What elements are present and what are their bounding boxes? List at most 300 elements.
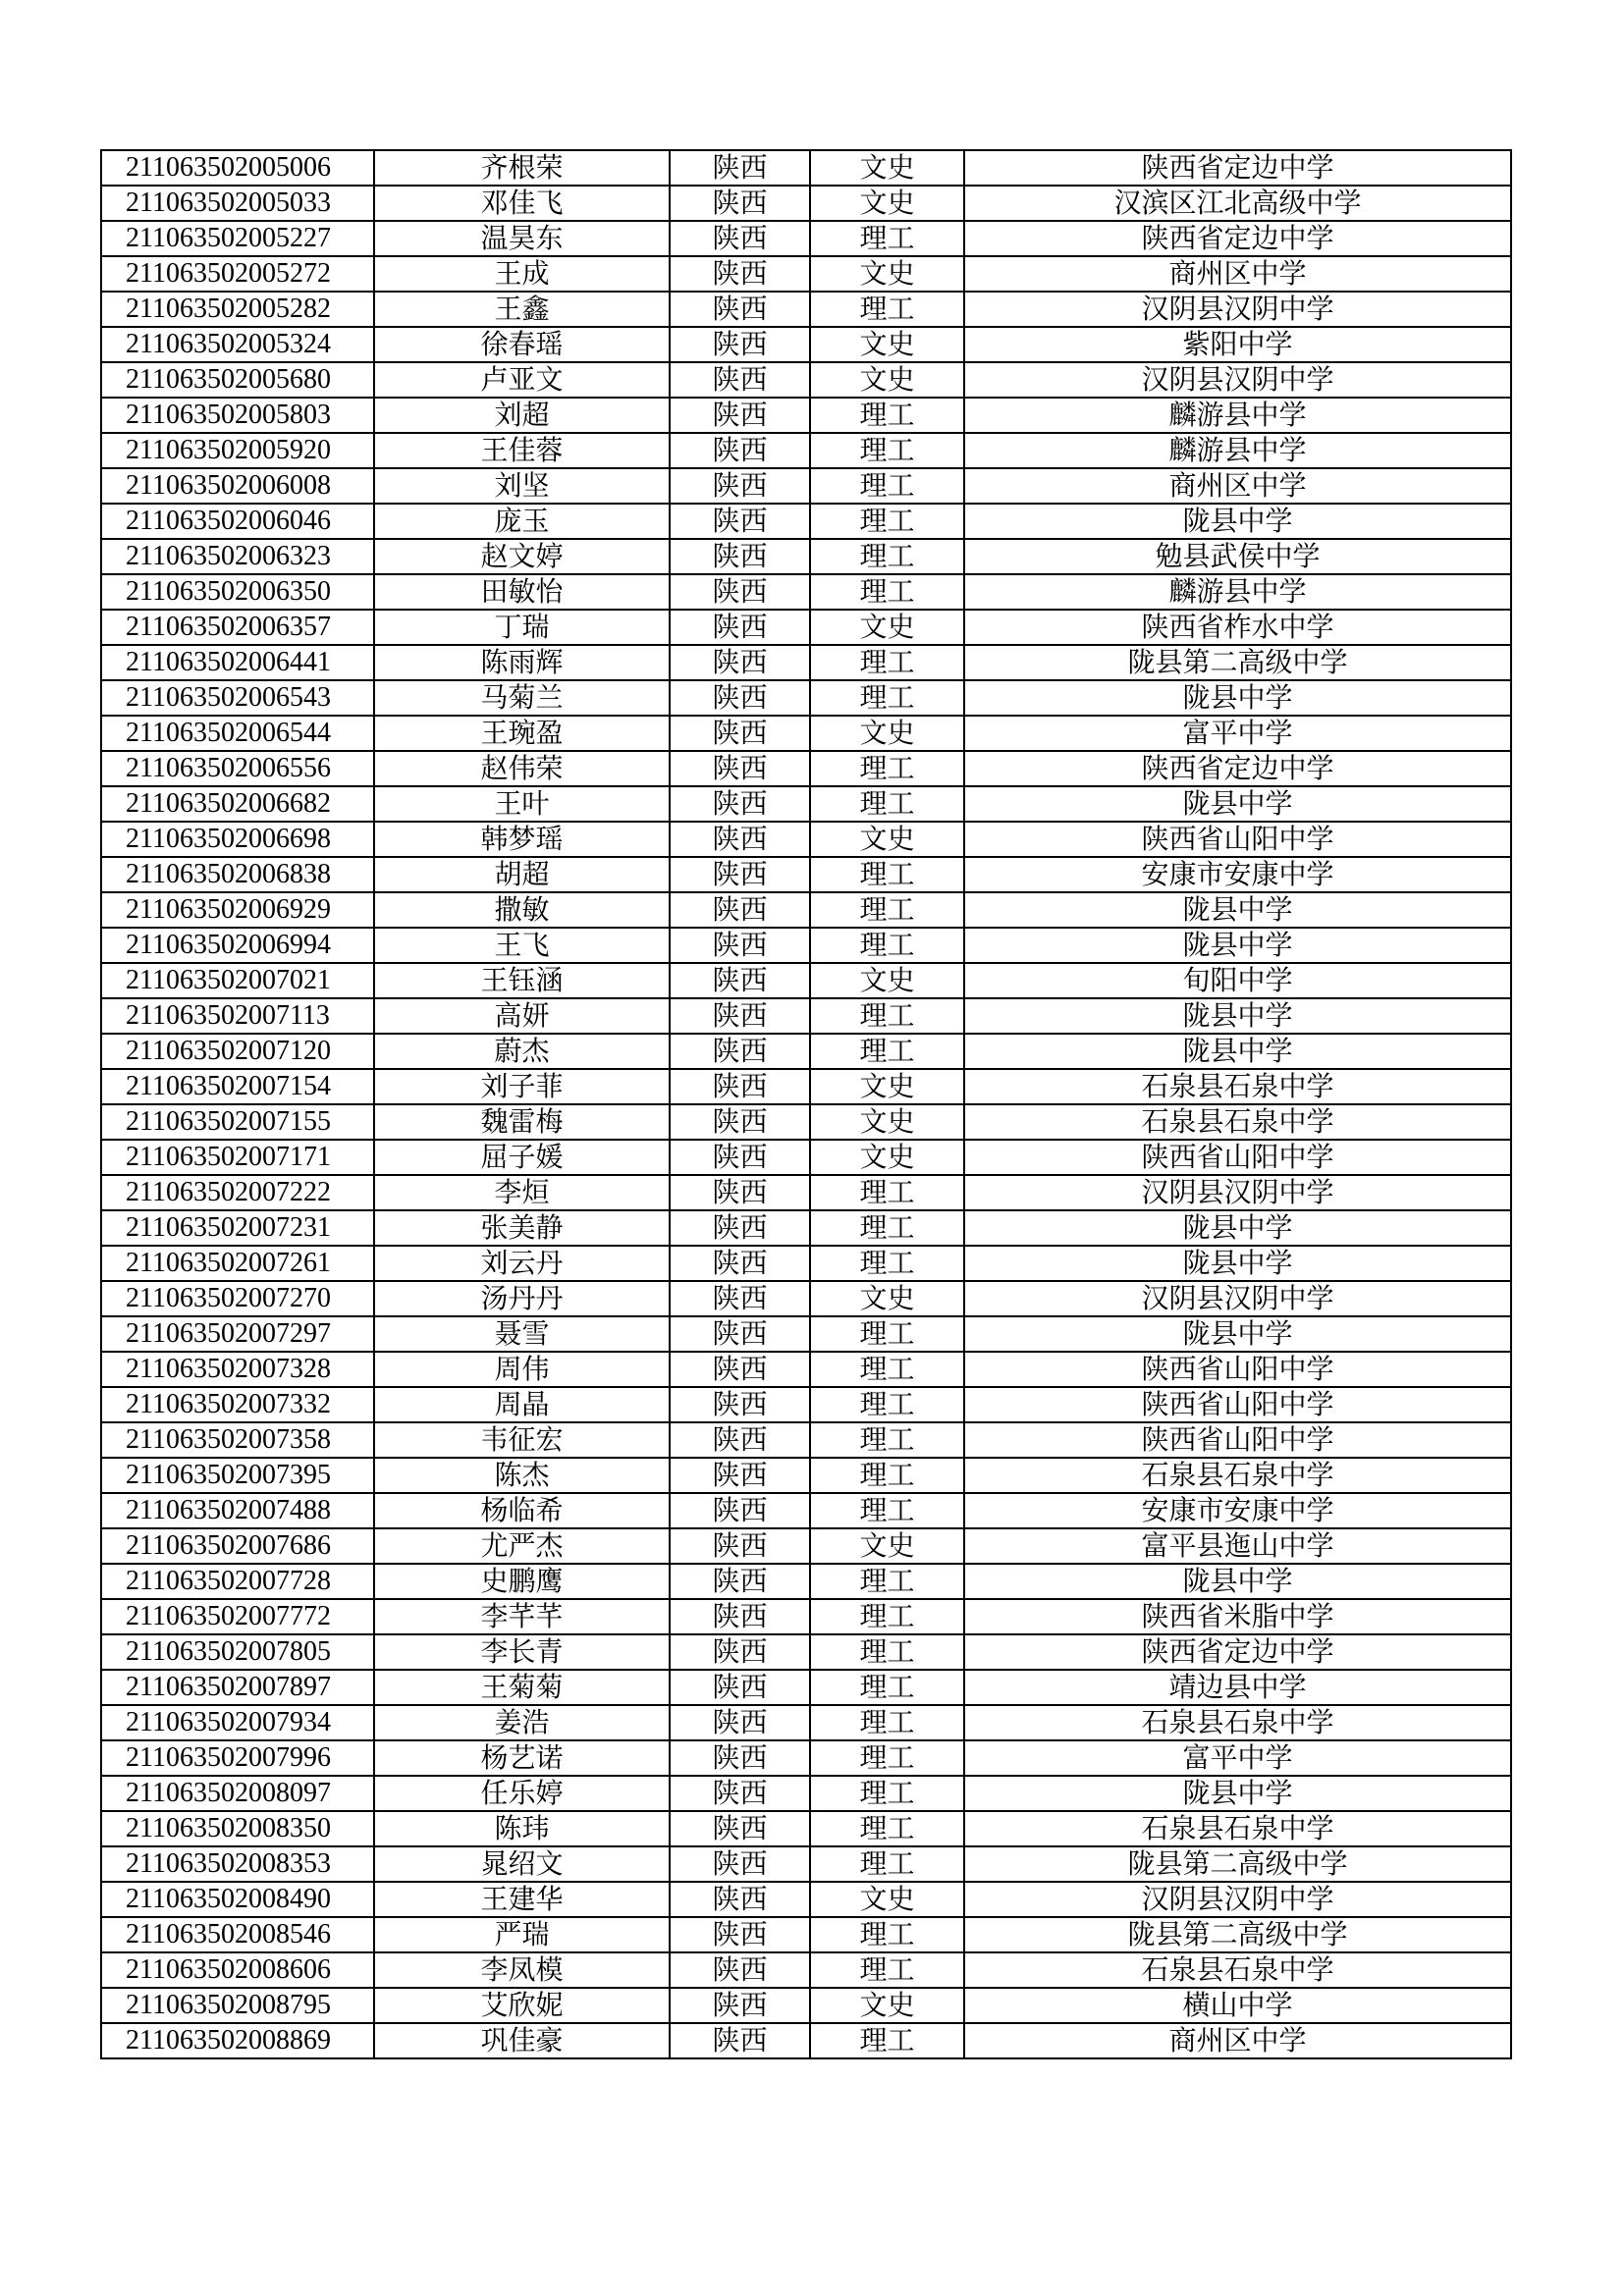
category-cell: 理工 (810, 1952, 964, 1988)
category-cell: 文史 (810, 610, 964, 645)
category-cell: 理工 (810, 1175, 964, 1210)
province-cell: 陕西 (670, 504, 810, 539)
student-name-cell: 魏雷梅 (374, 1104, 670, 1140)
category-cell: 文史 (810, 362, 964, 398)
table-row (101, 1104, 1511, 1140)
table-row (101, 1670, 1511, 1705)
school-cell: 陕西省山阳中学 (964, 822, 1511, 857)
province-cell: 陕西 (670, 1952, 810, 1988)
school-cell: 汉阴县汉阴中学 (964, 1882, 1511, 1917)
category-cell: 理工 (810, 292, 964, 327)
table-row (101, 1422, 1511, 1458)
table-row (101, 1210, 1511, 1246)
candidate-id-cell: 211063502007328 (101, 1352, 374, 1387)
student-name-cell: 严瑞 (374, 1917, 670, 1952)
school-cell: 靖边县中学 (964, 1670, 1511, 1705)
student-name-cell: 李烜 (374, 1175, 670, 1210)
school-cell: 石泉县石泉中学 (964, 1952, 1511, 1988)
category-cell: 理工 (810, 1034, 964, 1069)
province-cell: 陕西 (670, 1564, 810, 1599)
candidate-id-cell: 211063502008353 (101, 1846, 374, 1882)
province-cell: 陕西 (670, 1528, 810, 1564)
category-cell: 理工 (810, 1458, 964, 1493)
school-cell: 安康市安康中学 (964, 857, 1511, 892)
table-row (101, 1634, 1511, 1670)
candidate-id-cell: 211063502008350 (101, 1811, 374, 1846)
candidate-id-cell: 211063502006838 (101, 857, 374, 892)
school-cell: 陕西省定边中学 (964, 221, 1511, 256)
student-name-cell: 王飞 (374, 928, 670, 963)
school-cell: 陕西省山阳中学 (964, 1352, 1511, 1387)
province-cell: 陕西 (670, 1634, 810, 1670)
student-name-cell: 王琬盈 (374, 716, 670, 751)
student-name-cell: 陈杰 (374, 1458, 670, 1493)
candidate-id-cell: 211063502007728 (101, 1564, 374, 1599)
student-name-cell: 撒敏 (374, 892, 670, 928)
table-row (101, 786, 1511, 822)
school-cell: 陇县第二高级中学 (964, 1846, 1511, 1882)
table-row (101, 645, 1511, 680)
student-name-cell: 李长青 (374, 1634, 670, 1670)
candidate-id-cell: 211063502007488 (101, 1493, 374, 1528)
table-row (101, 1846, 1511, 1882)
province-cell: 陕西 (670, 786, 810, 822)
province-cell: 陕西 (670, 610, 810, 645)
province-cell: 陕西 (670, 892, 810, 928)
school-cell: 陇县中学 (964, 998, 1511, 1034)
candidate-id-cell: 211063502006441 (101, 645, 374, 680)
candidate-id-cell: 211063502007805 (101, 1634, 374, 1670)
student-name-cell: 晁绍文 (374, 1846, 670, 1882)
category-cell: 理工 (810, 1811, 964, 1846)
student-name-cell: 汤丹丹 (374, 1281, 670, 1316)
student-name-cell: 艾欣妮 (374, 1988, 670, 2023)
table-row (101, 398, 1511, 433)
school-cell: 汉阴县汉阴中学 (964, 362, 1511, 398)
province-cell: 陕西 (670, 256, 810, 292)
student-name-cell: 李凤模 (374, 1952, 670, 1988)
candidate-id-cell: 211063502007996 (101, 1740, 374, 1776)
province-cell: 陕西 (670, 468, 810, 504)
table-row (101, 998, 1511, 1034)
province-cell: 陕西 (670, 1175, 810, 1210)
table-row (101, 963, 1511, 998)
category-cell: 理工 (810, 1846, 964, 1882)
candidate-id-cell: 211063502005282 (101, 292, 374, 327)
candidate-id-cell: 211063502007395 (101, 1458, 374, 1493)
table-row (101, 1811, 1511, 1846)
province-cell: 陕西 (670, 716, 810, 751)
province-cell: 陕西 (670, 1811, 810, 1846)
school-cell: 商州区中学 (964, 468, 1511, 504)
student-name-cell: 邓佳飞 (374, 186, 670, 221)
candidate-id-cell: 211063502007772 (101, 1599, 374, 1634)
candidate-id-cell: 211063502006544 (101, 716, 374, 751)
category-cell: 理工 (810, 433, 964, 468)
table-row (101, 2023, 1511, 2058)
candidate-id-cell: 211063502007358 (101, 1422, 374, 1458)
candidate-id-cell: 211063502006046 (101, 504, 374, 539)
table-row (101, 1988, 1511, 2023)
table-row (101, 539, 1511, 574)
student-name-cell: 王佳蓉 (374, 433, 670, 468)
student-name-cell: 周伟 (374, 1352, 670, 1387)
table-row (101, 468, 1511, 504)
table-row (101, 1387, 1511, 1422)
province-cell: 陕西 (670, 186, 810, 221)
student-name-cell: 史鹏鹰 (374, 1564, 670, 1599)
student-name-cell: 王叶 (374, 786, 670, 822)
student-name-cell: 聂雪 (374, 1316, 670, 1352)
province-cell: 陕西 (670, 1034, 810, 1069)
candidate-id-cell: 211063502006682 (101, 786, 374, 822)
table-row (101, 928, 1511, 963)
candidate-id-cell: 211063502007686 (101, 1528, 374, 1564)
table-row (101, 1458, 1511, 1493)
category-cell: 理工 (810, 1705, 964, 1740)
province-cell: 陕西 (670, 2023, 810, 2058)
school-cell: 石泉县石泉中学 (964, 1705, 1511, 1740)
category-cell: 文史 (810, 1528, 964, 1564)
category-cell: 理工 (810, 751, 964, 786)
category-cell: 理工 (810, 221, 964, 256)
province-cell: 陕西 (670, 645, 810, 680)
student-name-cell: 王鑫 (374, 292, 670, 327)
province-cell: 陕西 (670, 1493, 810, 1528)
candidate-id-cell: 211063502007934 (101, 1705, 374, 1740)
category-cell: 理工 (810, 1387, 964, 1422)
candidate-id-cell: 211063502007297 (101, 1316, 374, 1352)
school-cell: 石泉县石泉中学 (964, 1069, 1511, 1104)
category-cell: 理工 (810, 857, 964, 892)
candidate-id-cell: 211063502008546 (101, 1917, 374, 1952)
province-cell: 陕西 (670, 1140, 810, 1175)
category-cell: 文史 (810, 1988, 964, 2023)
table-row (101, 504, 1511, 539)
table-row (101, 1246, 1511, 1281)
province-cell: 陕西 (670, 221, 810, 256)
school-cell: 富平中学 (964, 716, 1511, 751)
category-cell: 理工 (810, 1670, 964, 1705)
category-cell: 文史 (810, 1140, 964, 1175)
student-name-cell: 王成 (374, 256, 670, 292)
table-row (101, 1034, 1511, 1069)
candidate-id-cell: 211063502006323 (101, 539, 374, 574)
student-name-cell: 庞玉 (374, 504, 670, 539)
table-row (101, 1776, 1511, 1811)
candidate-id-cell: 211063502006556 (101, 751, 374, 786)
student-name-cell: 刘坚 (374, 468, 670, 504)
school-cell: 陇县中学 (964, 928, 1511, 963)
table-row (101, 256, 1511, 292)
category-cell: 理工 (810, 1599, 964, 1634)
category-cell: 理工 (810, 928, 964, 963)
school-cell: 陕西省山阳中学 (964, 1387, 1511, 1422)
province-cell: 陕西 (670, 539, 810, 574)
province-cell: 陕西 (670, 1776, 810, 1811)
table-row (101, 1352, 1511, 1387)
student-name-cell: 杨临希 (374, 1493, 670, 1528)
candidate-id-cell: 211063502008490 (101, 1882, 374, 1917)
student-name-cell: 韩梦瑶 (374, 822, 670, 857)
table-row (101, 186, 1511, 221)
category-cell: 文史 (810, 186, 964, 221)
student-name-cell: 任乐婷 (374, 1776, 670, 1811)
category-cell: 理工 (810, 504, 964, 539)
category-cell: 文史 (810, 1069, 964, 1104)
category-cell: 理工 (810, 1422, 964, 1458)
candidate-id-cell: 211063502005803 (101, 398, 374, 433)
school-cell: 陇县中学 (964, 892, 1511, 928)
candidate-id-cell: 211063502005920 (101, 433, 374, 468)
school-cell: 陕西省米脂中学 (964, 1599, 1511, 1634)
school-cell: 石泉县石泉中学 (964, 1458, 1511, 1493)
student-name-cell: 高妍 (374, 998, 670, 1034)
candidate-id-cell: 211063502006994 (101, 928, 374, 963)
school-cell: 汉阴县汉阴中学 (964, 1281, 1511, 1316)
province-cell: 陕西 (670, 292, 810, 327)
candidate-id-cell: 211063502006698 (101, 822, 374, 857)
student-name-cell: 马菊兰 (374, 680, 670, 716)
table-row (101, 1882, 1511, 1917)
school-cell: 石泉县石泉中学 (964, 1811, 1511, 1846)
province-cell: 陕西 (670, 1882, 810, 1917)
candidate-id-cell: 211063502005006 (101, 150, 374, 186)
province-cell: 陕西 (670, 1246, 810, 1281)
table-row (101, 1705, 1511, 1740)
school-cell: 陕西省定边中学 (964, 751, 1511, 786)
candidate-id-cell: 211063502008795 (101, 1988, 374, 2023)
category-cell: 文史 (810, 963, 964, 998)
province-cell: 陕西 (670, 1316, 810, 1352)
category-cell: 理工 (810, 1776, 964, 1811)
school-cell: 陕西省山阳中学 (964, 1140, 1511, 1175)
province-cell: 陕西 (670, 574, 810, 610)
category-cell: 文史 (810, 1882, 964, 1917)
roster-table (100, 149, 1512, 2059)
category-cell: 理工 (810, 1246, 964, 1281)
school-cell: 陇县中学 (964, 1246, 1511, 1281)
school-cell: 麟游县中学 (964, 398, 1511, 433)
candidate-id-cell: 211063502007120 (101, 1034, 374, 1069)
student-name-cell: 巩佳豪 (374, 2023, 670, 2058)
category-cell: 理工 (810, 786, 964, 822)
school-cell: 安康市安康中学 (964, 1493, 1511, 1528)
category-cell: 理工 (810, 574, 964, 610)
province-cell: 陕西 (670, 1281, 810, 1316)
category-cell: 理工 (810, 1564, 964, 1599)
table-row (101, 1140, 1511, 1175)
school-cell: 陕西省山阳中学 (964, 1422, 1511, 1458)
table-row (101, 292, 1511, 327)
table-row (101, 1599, 1511, 1634)
candidate-id-cell: 211063502005227 (101, 221, 374, 256)
student-name-cell: 周晶 (374, 1387, 670, 1422)
table-row (101, 751, 1511, 786)
student-name-cell: 丁瑞 (374, 610, 670, 645)
category-cell: 文史 (810, 716, 964, 751)
student-name-cell: 杨艺诺 (374, 1740, 670, 1776)
province-cell: 陕西 (670, 150, 810, 186)
candidate-id-cell: 211063502006350 (101, 574, 374, 610)
student-name-cell: 刘子菲 (374, 1069, 670, 1104)
school-cell: 麟游县中学 (964, 574, 1511, 610)
category-cell: 理工 (810, 1210, 964, 1246)
province-cell: 陕西 (670, 1988, 810, 2023)
candidate-id-cell: 211063502008097 (101, 1776, 374, 1811)
school-cell: 麟游县中学 (964, 433, 1511, 468)
student-name-cell: 王菊菊 (374, 1670, 670, 1705)
student-name-cell: 卢亚文 (374, 362, 670, 398)
school-cell: 陇县中学 (964, 1210, 1511, 1246)
category-cell: 理工 (810, 539, 964, 574)
candidate-id-cell: 211063502005033 (101, 186, 374, 221)
province-cell: 陕西 (670, 751, 810, 786)
category-cell: 文史 (810, 256, 964, 292)
candidate-id-cell: 211063502007154 (101, 1069, 374, 1104)
candidate-id-cell: 211063502007270 (101, 1281, 374, 1316)
table-row (101, 1316, 1511, 1352)
table-row (101, 610, 1511, 645)
school-cell: 汉阴县汉阴中学 (964, 292, 1511, 327)
province-cell: 陕西 (670, 433, 810, 468)
province-cell: 陕西 (670, 1352, 810, 1387)
school-cell: 汉阴县汉阴中学 (964, 1175, 1511, 1210)
category-cell: 理工 (810, 1740, 964, 1776)
school-cell: 横山中学 (964, 1988, 1511, 2023)
category-cell: 理工 (810, 468, 964, 504)
school-cell: 陇县中学 (964, 680, 1511, 716)
school-cell: 陇县中学 (964, 1776, 1511, 1811)
candidate-id-cell: 211063502007155 (101, 1104, 374, 1140)
student-name-cell: 温昊东 (374, 221, 670, 256)
table-row (101, 1493, 1511, 1528)
province-cell: 陕西 (670, 928, 810, 963)
candidate-id-cell: 211063502005324 (101, 327, 374, 362)
province-cell: 陕西 (670, 963, 810, 998)
province-cell: 陕西 (670, 327, 810, 362)
category-cell: 理工 (810, 1493, 964, 1528)
school-cell: 富平中学 (964, 1740, 1511, 1776)
student-name-cell: 齐根荣 (374, 150, 670, 186)
table-row (101, 362, 1511, 398)
table-row (101, 433, 1511, 468)
category-cell: 理工 (810, 998, 964, 1034)
province-cell: 陕西 (670, 1387, 810, 1422)
school-cell: 石泉县石泉中学 (964, 1104, 1511, 1140)
school-cell: 陇县中学 (964, 1564, 1511, 1599)
table-row (101, 221, 1511, 256)
student-name-cell: 赵伟荣 (374, 751, 670, 786)
candidate-id-cell: 211063502006008 (101, 468, 374, 504)
category-cell: 理工 (810, 2023, 964, 2058)
student-name-cell: 王建华 (374, 1882, 670, 1917)
province-cell: 陕西 (670, 362, 810, 398)
province-cell: 陕西 (670, 1069, 810, 1104)
student-name-cell: 王钰涵 (374, 963, 670, 998)
category-cell: 文史 (810, 150, 964, 186)
table-row (101, 1564, 1511, 1599)
province-cell: 陕西 (670, 680, 810, 716)
category-cell: 理工 (810, 892, 964, 928)
province-cell: 陕西 (670, 998, 810, 1034)
school-cell: 陇县第二高级中学 (964, 645, 1511, 680)
school-cell: 陇县中学 (964, 1034, 1511, 1069)
school-cell: 陕西省定边中学 (964, 1634, 1511, 1670)
category-cell: 文史 (810, 327, 964, 362)
student-name-cell: 赵文婷 (374, 539, 670, 574)
student-name-cell: 蔚杰 (374, 1034, 670, 1069)
category-cell: 理工 (810, 645, 964, 680)
category-cell: 文史 (810, 822, 964, 857)
table-row (101, 857, 1511, 892)
province-cell: 陕西 (670, 857, 810, 892)
school-cell: 汉滨区江北高级中学 (964, 186, 1511, 221)
student-name-cell: 徐春瑶 (374, 327, 670, 362)
table-row (101, 1281, 1511, 1316)
category-cell: 文史 (810, 1104, 964, 1140)
province-cell: 陕西 (670, 1917, 810, 1952)
student-name-cell: 尤严杰 (374, 1528, 670, 1564)
student-name-cell: 屈子媛 (374, 1140, 670, 1175)
candidate-id-cell: 211063502007171 (101, 1140, 374, 1175)
student-name-cell: 陈玮 (374, 1811, 670, 1846)
table-row (101, 150, 1511, 186)
student-name-cell: 田敏怡 (374, 574, 670, 610)
province-cell: 陕西 (670, 1210, 810, 1246)
table-row (101, 1175, 1511, 1210)
province-cell: 陕西 (670, 1599, 810, 1634)
candidate-id-cell: 211063502007897 (101, 1670, 374, 1705)
province-cell: 陕西 (670, 1705, 810, 1740)
candidate-id-cell: 211063502005680 (101, 362, 374, 398)
category-cell: 文史 (810, 1281, 964, 1316)
candidate-id-cell: 211063502006357 (101, 610, 374, 645)
school-cell: 陇县中学 (964, 1316, 1511, 1352)
candidate-id-cell: 211063502006543 (101, 680, 374, 716)
table-row (101, 1069, 1511, 1104)
candidate-id-cell: 211063502007021 (101, 963, 374, 998)
province-cell: 陕西 (670, 1670, 810, 1705)
province-cell: 陕西 (670, 822, 810, 857)
school-cell: 陕西省定边中学 (964, 150, 1511, 186)
student-name-cell: 刘超 (374, 398, 670, 433)
candidate-id-cell: 211063502007332 (101, 1387, 374, 1422)
candidate-id-cell: 211063502006929 (101, 892, 374, 928)
school-cell: 陇县第二高级中学 (964, 1917, 1511, 1952)
candidate-id-cell: 211063502005272 (101, 256, 374, 292)
school-cell: 商州区中学 (964, 2023, 1511, 2058)
school-cell: 陇县中学 (964, 504, 1511, 539)
school-cell: 旬阳中学 (964, 963, 1511, 998)
school-cell: 陇县中学 (964, 786, 1511, 822)
category-cell: 理工 (810, 1352, 964, 1387)
table-row (101, 1917, 1511, 1952)
candidate-id-cell: 211063502007261 (101, 1246, 374, 1281)
table-row (101, 1952, 1511, 1988)
candidate-id-cell: 211063502007231 (101, 1210, 374, 1246)
table-row (101, 1740, 1511, 1776)
category-cell: 理工 (810, 398, 964, 433)
roster-table-body (101, 150, 1511, 2058)
student-name-cell: 胡超 (374, 857, 670, 892)
category-cell: 理工 (810, 680, 964, 716)
school-cell: 陕西省柞水中学 (964, 610, 1511, 645)
table-row (101, 327, 1511, 362)
school-cell: 勉县武侯中学 (964, 539, 1511, 574)
province-cell: 陕西 (670, 1740, 810, 1776)
school-cell: 商州区中学 (964, 256, 1511, 292)
